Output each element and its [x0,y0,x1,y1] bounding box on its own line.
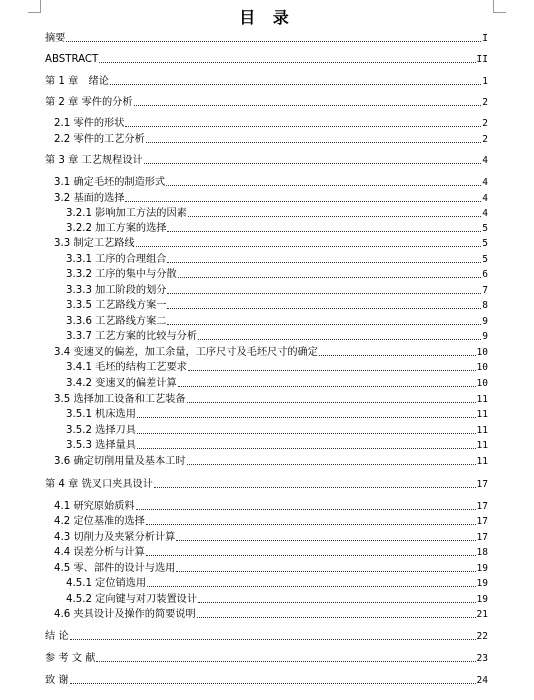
toc-entry-label: 3.3.3 加工阶段的划分 [66,285,167,296]
toc-entry[interactable] [54,499,488,513]
toc-entry[interactable] [66,221,488,235]
toc-entry-page: 9 [482,331,488,342]
dot-leader [167,261,481,263]
toc-entry[interactable] [66,283,488,297]
toc-entry[interactable] [54,454,488,468]
dot-leader [136,508,476,510]
toc-entry[interactable] [66,438,488,452]
toc-entry-page: 2 [482,97,488,108]
toc-entry[interactable] [66,298,488,312]
dot-leader [188,215,481,217]
dot-leader [125,200,481,202]
dot-leader [137,416,476,418]
dot-leader [146,141,482,143]
toc-entry[interactable] [45,52,488,66]
toc-entry-label: 摘要 [45,33,66,44]
toc-entry-page: 19 [476,563,488,574]
dot-leader [125,125,481,127]
toc-entry-label: 3.5.2 选择刀具 [66,425,136,436]
toc-entry-label: 3.4.1 毛坯的结构工艺要求 [66,362,187,373]
toc-entry-page: 2 [482,118,488,129]
toc-entry-label: 第 2 章 零件的分析 [45,97,133,108]
toc-entry[interactable] [54,116,488,130]
dot-leader [198,601,476,603]
toc-entry-page: 24 [476,675,488,686]
toc-entry[interactable] [66,360,488,374]
toc-entry-page: 17 [476,501,488,512]
dot-leader [70,638,476,640]
toc-entry[interactable] [66,576,488,590]
toc-entry[interactable] [45,651,488,665]
toc-entry[interactable] [54,514,488,528]
toc-entry-label: 4.1 研究原始质料 [54,501,135,512]
toc-entry[interactable] [66,423,488,437]
toc-entry-page: I [482,33,488,44]
toc-entry-page: 11 [476,425,488,436]
toc-entry-page: 6 [482,269,488,280]
toc-entry-label: 3.3 制定工艺路线 [54,238,135,249]
toc-entry-label: ABSTRACT [45,54,99,65]
dot-leader [188,369,476,371]
toc-entry-label: 3.6 确定切削用量及基本工时 [54,456,186,467]
toc-entry-page: 4 [482,177,488,188]
toc-entry-label: 3.1 确定毛坯的制造形式 [54,177,166,188]
toc-entry-page: 10 [476,347,488,358]
toc-entry-page: 8 [482,300,488,311]
dot-leader [146,554,476,556]
toc-entry-label: 3.5.1 机床选用 [66,409,136,420]
dot-leader [166,184,481,186]
toc-entry-page: 2 [482,134,488,145]
toc-entry[interactable] [66,252,488,266]
toc-entry-label: 3.3.1 工序的合理组合 [66,254,167,265]
toc-entry-label: 3.5 选择加工设备和工艺装备 [54,394,186,405]
toc-entry-label: 致 谢 [45,675,69,686]
toc-entry-label: 4.4 误差分析与计算 [54,547,145,558]
toc-entry[interactable] [54,607,488,621]
toc-entry-label: 3.3.2 工序的集中与分散 [66,269,177,280]
toc-entry-page: 1 [482,76,488,87]
toc-entry-label: 3.4 变速叉的偏差，加工余量，工序尺寸及毛坯尺寸的确定 [54,347,318,358]
toc-entry-page: II [476,54,488,65]
dot-leader [167,323,481,325]
toc-entry[interactable] [66,407,488,421]
toc-entry[interactable] [66,267,488,281]
toc-entry[interactable] [54,545,488,559]
toc-entry-page: 19 [476,578,488,589]
toc-entry-page: 11 [476,409,488,420]
dot-leader [176,539,475,541]
toc-entry-label: 第 4 章 铣叉口夹具设计 [45,479,153,490]
dot-leader [167,230,481,232]
dot-leader [197,616,476,618]
toc-entry-label: 4.5 零、部件的设计与选用 [54,563,176,574]
toc-entry[interactable] [54,132,488,146]
toc-entry-page: 5 [482,254,488,265]
toc-entry[interactable] [66,376,488,390]
toc-entry-label: 3.3.7 工艺方案的比较与分析 [66,331,198,342]
dot-leader [178,385,476,387]
dot-leader [176,570,475,572]
dot-leader [110,83,481,85]
dot-leader [137,432,476,434]
toc-entry-page: 23 [476,653,488,664]
toc-entry-page: 5 [482,223,488,234]
toc-entry-page: 18 [476,547,488,558]
dot-leader [154,486,476,488]
dot-leader [134,104,482,106]
dot-leader [198,338,481,340]
toc-entry-page: 22 [476,631,488,642]
toc-entry-label: 3.2.2 加工方案的选择 [66,223,167,234]
toc-entry-page: 10 [476,378,488,389]
dot-leader [147,585,475,587]
toc-entry-label: 结 论 [45,631,69,642]
toc-entry[interactable] [45,74,488,88]
toc-entry-label: 4.5.2 定向键与对刀装置设计 [66,594,198,605]
dot-leader [137,447,476,449]
dot-leader [146,523,476,525]
toc-entry-page: 11 [476,440,488,451]
dot-leader [66,40,481,42]
toc-entry[interactable] [66,314,488,328]
toc-entry-page: 11 [476,394,488,405]
dot-leader [70,682,476,684]
toc-entry-page: 4 [482,155,488,166]
toc-entry[interactable] [54,175,488,189]
toc-entry[interactable] [66,592,488,606]
dot-leader [187,401,476,403]
toc-entry-page: 17 [476,516,488,527]
toc-entry-label: 4.3 切削力及夹紧分析计算 [54,532,176,543]
toc-entry[interactable] [66,329,488,343]
dot-leader [99,61,475,63]
toc-entry-page: 11 [476,456,488,467]
toc-entry-label: 3.2.1 影响加工方法的因素 [66,208,187,219]
toc-entry-page: 10 [476,362,488,373]
toc-entry[interactable] [54,191,488,205]
toc-entry[interactable] [45,477,488,491]
dot-leader [178,276,482,278]
toc-entry[interactable] [45,673,488,687]
toc-entry[interactable] [66,206,488,220]
toc-entry-page: 19 [476,594,488,605]
toc-entry-label: 3.3.6 工艺路线方案二 [66,316,167,327]
toc-entry[interactable] [45,95,488,109]
toc-entry-label: 3.3.5 工艺路线方案一 [66,300,167,311]
dot-leader [144,162,482,164]
toc-entry-page: 4 [482,208,488,219]
toc-entry[interactable] [45,153,488,167]
toc-entry-label: 2.2 零件的工艺分析 [54,134,145,145]
toc-title: 目 录 [239,8,295,27]
toc-entry-page: 7 [482,285,488,296]
dot-leader [96,660,475,662]
toc-entry-page: 5 [482,238,488,249]
toc-entry-label: 2.1 零件的形状 [54,118,125,129]
toc-entry-page: 17 [476,479,488,490]
toc-entry-label: 4.5.1 定位销选用 [66,578,147,589]
dot-leader [136,245,482,247]
toc-entry-label: 4.2 定位基准的选择 [54,516,145,527]
toc-entry-label: 第 1 章 绪论 [45,76,109,87]
toc-entry[interactable] [54,392,488,406]
toc-entry[interactable] [45,31,488,45]
toc-entry-label: 4.6 夹具设计及操作的简要说明 [54,609,196,620]
toc-entry[interactable] [54,236,488,250]
dot-leader [187,463,476,465]
toc-entry-page: 9 [482,316,488,327]
dot-leader [319,354,476,356]
toc-entry[interactable] [54,561,488,575]
toc-entry-label: 3.4.2 变速叉的偏差计算 [66,378,177,389]
dot-leader [167,307,481,309]
toc-entry-page: 21 [476,609,488,620]
toc-entry-label: 3.5.3 选择量具 [66,440,136,451]
toc-entry-label: 3.2 基面的选择 [54,193,125,204]
toc-entry-page: 4 [482,193,488,204]
toc-entry-label: 第 3 章 工艺规程设计 [45,155,143,166]
toc-entry[interactable] [54,345,488,359]
toc-entry-label: 参 考 文 献 [45,653,96,664]
dot-leader [167,292,481,294]
toc-entry-page: 17 [476,532,488,543]
toc-entry[interactable] [54,530,488,544]
toc-entry[interactable] [45,629,488,643]
